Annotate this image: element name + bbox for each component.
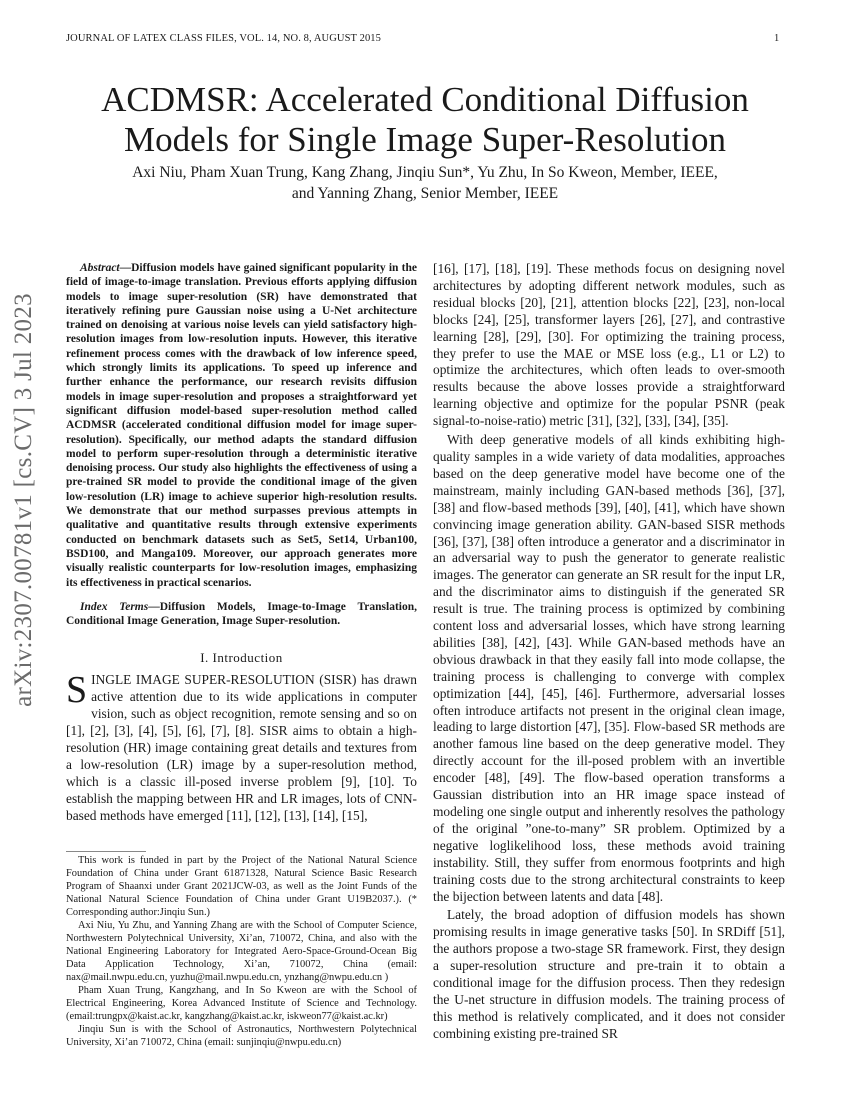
arxiv-sidebar: [6, 293, 42, 707]
abstract-text: —Diffusion models have gained significant popularity in the field of image-to-image translation. Previous efforts applying diffusion models to image super-resolution (SR) have demonstrated that iteratively refining pure Gaussian noise using a U-Net architecture trained on denoising at various noise levels can yield satisfactory high-resolution images from low-resolution inputs. However, this iterative refinement process comes with the drawback of low inference speed, which strongly limits its applications. To speed up inference and further enhance the performance, our research revisits diffusion models in image super-resolution and proposes a straightforward yet significant diffusion model-based super-resolution method called ACDMSR (accelerated conditional diffusion model for image super-resolution). Specifically, our method adapts the standard diffusion model to perform super-resolution through a deterministic iterative denoising process. Our study also highlights the effectiveness of using a pre-trained SR model to provide the conditional image of the given low-resolution (LR) image to achieve superior high-resolution results. We demonstrate that our method surpasses previous attempts in qualitative and quantitative results through extensive experiments conducted on benchmark datasets such as Set5, Set14, Urban100, BSD100, and Manga109. Moreover, our approach generates more visually realistic counterparts for low-resolution images, emphasizing its effectiveness in practical scenarios.: [66, 262, 417, 589]
arxiv-identifier: arXiv:2307.00781v1 [cs.CV] 3 Jul 2023: [10, 293, 37, 707]
footnote-affiliation-kaist: Pham Xuan Trung, Kangzhang, and In So Kweon are with the School of Electrical Engineering, Korea Advanced Institute of Science and Technology. (email:trungpx@kaist.ac.kr, kangzhang@kaist.ac.kr, iskweon77@kaist.ac.kr): [66, 985, 417, 1022]
index-terms: [66, 600, 417, 629]
footnote-funding: This work is funded in part by the Project of the National Natural Science Foundation of China under Grant 61871328, Natural Science Basic Research Program of Shaanxi under Grant 2021JCW-03, as well as the Joint Funds of the National Natural Science Foundation of China under Grant U19B2037.). (* Corresponding author:Jinqiu Sun.): [66, 855, 417, 918]
footnote-affiliation-astronautics: Jinqiu Sun is with the School of Astronautics, Northwestern Polytechnical University, Xi’an 710072, China (email: sunjinqiu@nwpu.edu.cn): [66, 1024, 417, 1048]
authors-line-2: and Yanning Zhang, Senior Member, IEEE: [291, 185, 559, 202]
abstract: [66, 261, 417, 590]
index-terms-label: Index Terms: [80, 600, 149, 613]
authors-line-1: Axi Niu, Pham Xuan Trung, Kang Zhang, Jinqiu Sun*, Yu Zhu, In So Kweon, Member, IEEE,: [132, 164, 718, 181]
paper-title: ACDMSR: Accelerated Conditional Diffusion Models for Single Image Super-Resolution: [101, 80, 749, 159]
section-heading-introduction: I. Introduction: [200, 650, 283, 666]
intro-text: has drawn active attention due to its wide applications in computer vision, such as object recognition, remote sensing and so on [1], [2], [3], [4], [5], [6], [7], [8]. SISR aims to obtain a high-resolution (HR) image containing great details and textures from a low-resolution (LR) image by a super-resolution method, which is a classic ill-posed inverse problem [9], [10]. To establish the mapping between HR and LR images, lots of CNN-based methods have emerged [11], [12], [13], [14], [15],: [66, 672, 418, 823]
right-paragraph-2: With deep generative models of all kinds exhibiting high-quality samples in a wide variety of data modalities, approaches based on the deep generative model have become one of the mainstream, mainly including GAN-based methods [36], [37], [38] and flow-based methods [39], [40], [41], which have shown convincing image generation ability. GAN-based SISR methods [36], [37], [38] often introduce a generator and a discriminator in an adversarial way to push the generator to generate realistic images. The generator can generate an SR result for the input LR, and the discriminator aims to distinguish if the generated SR result is true. The training process is optimized by combining content loss and adversarial losses, which have strong learning abilities [38], [42], [43]. While GAN-based methods have an obvious drawback in that they easily fall into mode collapse, the training process is challenging to converge with complex optimization [44], [45], [46]. Furthermore, adversarial losses often introduce artifacts not present in the original clean image, leading to large distortion [47], [35]. Flow-based SR methods are another famous line based on the deep generative model. They directly account for the ill-posed problem with an invertible encoder [48], [49]. The flow-based operation transforms a Gaussian distribution into an HR image space instead of modeling one single output and inherently resolves the pathology of the original ”one-to-many” SR problem. Optimized by a negative loglikelihood loss, these methods avoid training instability. Still, they suffer from enormous footprints and high training costs due to the strong architectural constraints to keep the bijection between latents and data [48].: [433, 432, 785, 904]
right-column: [433, 261, 785, 1045]
page-number: 1: [774, 33, 780, 44]
author-list: [66, 162, 784, 204]
abstract-label: Abstract: [80, 262, 120, 274]
index-terms-text: —Diffusion Models, Image-to-Image Translation, Conditional Image Generation, Image Super-resolution.: [66, 600, 417, 628]
intro-smallcaps: INGLE IMAGE SUPER-RESOLUTION (SISR): [91, 672, 357, 688]
drop-cap: S: [66, 669, 88, 712]
footnote-affiliation-nwpu: Axi Niu, Yu Zhu, and Yanning Zhang are with the School of Computer Science, Northwestern Polytechnical University, Xi’an, 710072, China, and also with the National Engineering Laboratory for Integrated Aero-Space-Ground-Ocean Big Data Application Technology, Xi’an, 710072, China (email: nax@mail.nwpu.edu.cn, yuzhu@mail.nwpu.edu.cn, ynzhang@nwpu.edu.cn ): [66, 920, 417, 983]
right-paragraph-3: Lately, the broad adoption of diffusion models has shown promising results in image generative tasks [50]. In SRDiff [51], the authors propose a two-stage SR framework. First, they design a super-resolution structure and pre-train it to obtain a conditional image for the diffusion process. Then they redesign the U-net structure in diffusion models. The training process of this method is relatively complicated, and it does not consider combining existing pre-trained SR: [433, 907, 785, 1041]
right-paragraph-1: [16], [17], [18], [19]. These methods focus on designing novel architectures by adopting different network modules, such as residual blocks [20], [21], attention blocks [22], [23], non-local blocks [24], [25], transformer layers [26], [27], and contrastive learning [28], [29], [30]. For optimizing the training process, they prefer to use the MAE or MSE loss (e.g., L1 or L2) to optimize the architectures, which often leads to over-smooth results because the above losses provide a straightforward learning objective and optimize for the popular PSNR (peak signal-to-noise-ratio) metric [31], [32], [33], [34], [35].: [433, 261, 785, 429]
journal-header: JOURNAL OF LATEX CLASS FILES, VOL. 14, NO. 8, AUGUST 2015: [66, 33, 381, 44]
footnotes: [66, 851, 417, 1049]
footnote-rule: [66, 851, 146, 852]
intro-paragraph: [66, 669, 418, 824]
left-column: [66, 261, 417, 825]
